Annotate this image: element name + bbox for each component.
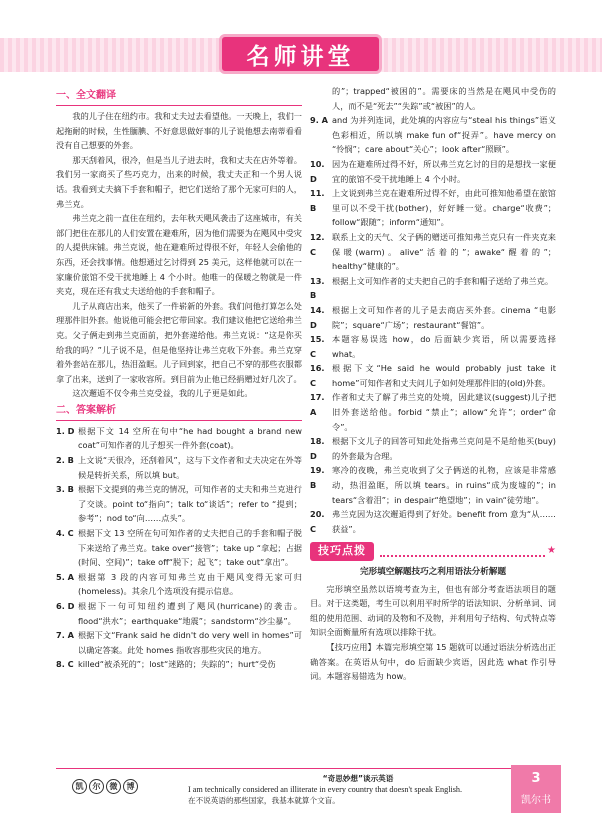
left-column [56,88,302,672]
answer-item [56,453,302,482]
page-number: 3 [531,771,541,786]
answer-text: 根据第 3 段的内容可知弗兰克由于飓风变得无家可归(homeless)。其余几个选项没有提示信息。 [78,571,302,597]
answer-text: 根据下一句可知纽约遭到了飓风(hurricane)的袭击。flood“洪水”；earthquake“地震”；sandstorm“沙尘暴”。 [78,601,302,626]
quote-chinese: 在不说英语的那些国家，我基本就算个文盲。 [188,796,340,805]
tips-apply: 【技巧应用】本篇完形填空第 15 题就可以通过语法分析选出正确答案。在英语从句中，do 后面缺少宾语，因此选 what 作引导词。本题容易错选为 how。 [310,641,556,682]
answer-item [56,482,302,526]
answer-item [310,390,556,434]
answer-number: 12. C [310,231,325,257]
answer-item [310,230,556,274]
tips-body: 完形填空虽然以语境考查为主，但也有部分考查语法项目的题目。对于这类题，考生可以利用平时所学的语法知识、分析单词、词组的使用范围、动词的及物和不及物，并利用句子结构、句式特点等知识全面衡量所有选项以排除干扰。 [310,583,556,638]
answer-number: 6. D [56,601,75,611]
logo-char: 博 [123,779,138,794]
page-title: 名师讲堂 [246,43,355,70]
answer-number: 9. A [310,115,328,126]
answer-item [310,157,556,186]
answer-text: 根据下文儿子的回答可知此处指弗兰克问是不是给他买(buy)的外套最为合理。 [332,436,556,461]
answer-text: 因为在避难所过得不好，所以弗兰克乞讨的目的是想找一家便宜的旅馆不受干扰地睡上 4 个小时。 [332,158,556,184]
answer-item [56,628,302,657]
answer-item [310,186,556,230]
answer-item [310,507,556,536]
translation-paragraph: 儿子从商店出来，他买了一件崭新的外套。我们问他打算怎么处理那件旧外套。他说他可能会把它带回家。我们建议他把它送给弗兰克。父子俩走到弗兰克面前，把外套递给他。弗兰克说：“这是你买给我的吗？”儿子说不是，但是他坚持让弗兰克收下外套。弗兰克穿着外套站在那儿，热泪盈眶。儿子回到家，把自己不穿的那些衣服都拿了出来，送到了一家收容所。到目前为止他已经捐赠过好几次了。 [56,300,302,384]
answer-text: 上文说到弗兰克在避难所过得不好，由此可推知他希望在旅馆里可以不受干扰(bother)，好好睡一觉。charge“收费”；follow“跟随”；inform“通知”。 [332,188,556,228]
answer-item [310,303,556,332]
answer-text: 作者和丈夫了解了弗兰克的处境，因此建议(suggest)儿子把旧外套送给他。forbid “禁止”；allow“允许”；order“命令”。 [332,392,556,432]
answer-item [56,570,302,599]
answer-text: 根据下文“Frank said he didn't do very well in homes”可以确定答案。此处 homes 指收容那些灾民的地方。 [78,630,302,655]
answer-number: 20. C [310,509,325,534]
answer-number: 2. B [56,455,74,466]
answer-number: 1. D [56,425,75,436]
answer-text: 上文说“天很冷，还刮着风”，这与下文作者和丈夫决定在外等候是转折关系，所以填 but。 [78,455,302,480]
answer-number: 5. A [56,571,74,582]
dotted-divider [380,547,545,557]
answer-item [310,274,556,303]
tips-header [310,542,556,561]
tips-label: 技巧点拨 [310,542,374,561]
header-banner [219,34,382,74]
answer-number: 11. B [310,188,325,213]
answer-item [56,526,302,570]
weibo-logo [72,779,140,794]
answer-number: 7. A [56,630,74,641]
answer-list-right [310,113,556,536]
answer-number: 3. B [56,484,74,495]
translation-heading: 一、全文翻译 [56,88,302,106]
right-column [310,84,556,684]
answer-item [56,599,302,628]
answers-heading: 二、答案解析 [56,403,302,421]
answer-text: 本题容易误选 how，do 后面缺少宾语，所以需要选择 what。 [332,334,556,359]
quote-english: I am technically considered an illiterate in every country that doesn't speak English. [188,785,463,794]
star-icon: ★ [547,545,556,557]
answer-item [310,434,556,463]
answer-text: 根据下文 14 空所在句中“he had bought a brand new coat”可知作者的儿子想买一件外套(coat)。 [78,425,302,451]
answer-item [310,113,556,157]
answer-number: 15. C [310,334,325,359]
translation-paragraph: 那天刮着风，很冷，但是当儿子进去时，我和丈夫在店外等着。我们另一家商买了些巧克力，出来的时候，我丈夫正和一个男人说话。我看到丈夫摘下手套和帽子，把它们送给了那个无家可归的人，弗兰克。 [56,154,302,209]
translation-paragraph: 弗兰克之前一直住在纽约，去年秋天飓风袭击了这座城市，有关部门把住在那儿的人们安置在避难所，因为他们需要为在飓风中受灾的人提供床铺。弗兰克说，他在避难所过得很不好，年轻人会偷他的东西，还会找事情。他想通过乞讨得到 25 美元，这样他就可以在一家廉价旅馆不受干扰地睡上 4 个小时。他唯一的保暖之物就是一件夹克，现在还有我丈夫送给他的手套和帽子。 [56,213,302,297]
translation-paragraph: 这次邂逅不仅令弗兰克受益，我的儿子更是如此。 [72,388,253,399]
answer-item [310,332,556,361]
answer-text: 寒冷的夜晚，弗兰克收到了父子俩送的礼物，应该是非常感动，热泪盈眶，所以填 tears。in ruins“成为废墟的”；in tears“含着泪”；in despair“绝望地”；in vain“徒劳地”。 [332,465,556,505]
answer-text: 根据上文可知作者的儿子是去商店买外套。cinema “电影院”；square“广场”；restaurant“餐馆”。 [332,304,556,330]
answer-number: 4. C [56,528,74,539]
answer-list-left [56,424,302,672]
quote-title: “奇思妙想”谈示英语 [322,774,394,783]
answer-item [310,463,556,507]
answer-continuation: 的”；trapped“被困的”。需要床的当然是在飓风中受伤的人，而不是“死去”“失踪”或“被困”的人。 [332,86,556,111]
answer-number: 17. A [310,392,325,418]
tips-title: 完形填空解题技巧之利用语法分析解题 [359,567,507,577]
answer-item [56,424,302,453]
logo-char: 尔 [89,779,104,794]
answer-text: 根据下文“He said he would probably just take it home”可知作者和丈夫问儿子如何处理那件旧的(old)外套。 [332,363,556,388]
answer-text: killed“被杀死的”；lost“迷路的；失踪的”；hurt“受伤 [78,659,276,670]
answer-text: and 为并列连词，此处填的内容应与“steal his things”语义色彩相近，所以填 make fun of“捉弄”。have mercy on “怜悯”；care about“关心”；look after“照顾”。 [332,115,556,155]
answer-text: 弗兰克因为这次邂逅得到了好处。benefit from 意为“从……获益”。 [332,509,556,534]
answer-number: 13. B [310,275,325,301]
answer-number: 18. D [310,436,325,461]
footer [56,768,548,813]
translation-paragraph: 我的儿子住在纽约市。我和丈夫过去看望他。一天晚上，我们一起拖耐的时候，生性腼腆、不好意思做好事的儿子说他想去南蒂看看没有自己想要的外套。 [56,111,302,151]
answer-number: 10. D [310,158,325,184]
answer-item [56,657,302,672]
footer-quote [188,773,528,806]
logo-char: 凯 [72,779,87,794]
brand-label: 凯尔书 [521,795,551,806]
answer-text: 根据上文可知作者的丈夫把自己的手套和帽子送给了弗兰克。 [332,275,554,286]
answer-text: 根据下文提到的弗兰克的情况，可知作者的丈夫和弗兰克进行了交谈。point to“指向”；talk to“谈话”；refer to “提到；参考”；nod to“向……点头”。 [78,484,302,524]
answer-number: 14. D [310,304,325,330]
answer-number: 19. B [310,465,325,491]
answer-text: 联系上文的天气、父子俩的赠送可推知弗兰克只有一件夹克来保暖(warm)。alive“活着的”；awake“醒着的”；healthy“健康的”。 [332,231,556,272]
page-number-box [511,765,561,813]
answer-number: 8. C [56,659,74,670]
answer-text: 根据下文 13 空所在句可知作者的丈夫把自己的手套和帽子脱下来送给了弗兰克。take over“接管”；take up “拿起；占据(时间、空间)”；take off“脱下；起飞”；take out“拿出”。 [78,528,302,568]
logo-char: 微 [106,779,121,794]
answer-number: 16. C [310,363,325,388]
answer-item [310,361,556,390]
